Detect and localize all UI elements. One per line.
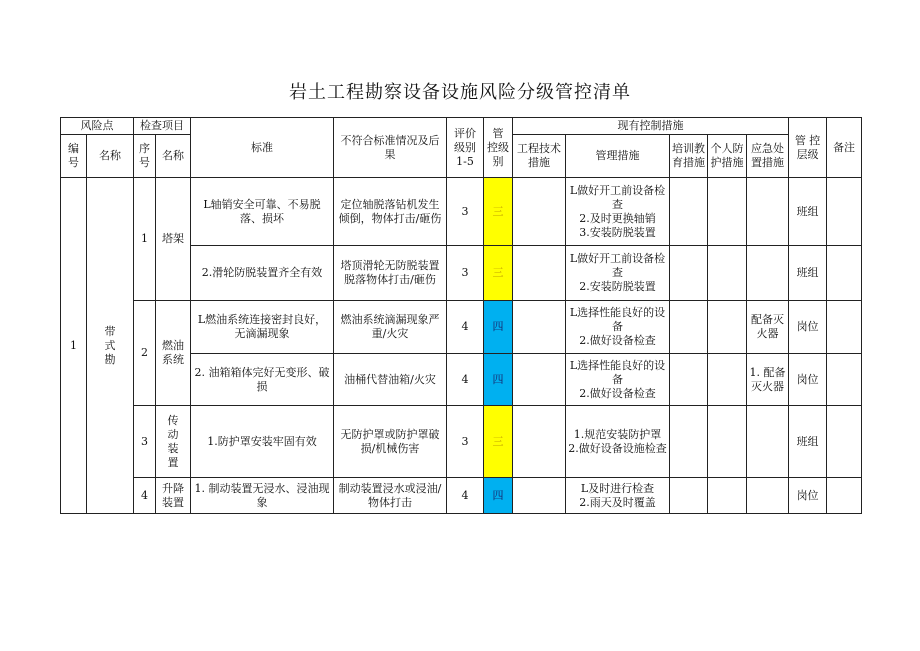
consequence-cell: 定位轴脱落钻机发生倾倒，物体打击/砸伤: [334, 178, 447, 246]
engineering-cell: [513, 178, 566, 246]
emergency-cell: [747, 246, 789, 301]
header-remarks: 备注: [827, 118, 862, 178]
header-no: 编号: [61, 135, 87, 178]
training-cell: [670, 406, 708, 478]
layer-cell: 班组: [789, 178, 827, 246]
management-cell: L做好开工前设备检查 2.安装防脱装置: [566, 246, 670, 301]
remarks-cell: [827, 301, 862, 354]
engineering-cell: [513, 406, 566, 478]
rating-cell: 4: [447, 354, 484, 406]
management-cell: L选择性能良好的设备 2.做好设备检查: [566, 354, 670, 406]
remarks-cell: [827, 178, 862, 246]
header-item-name: 名称: [156, 135, 191, 178]
layer-cell: 岗位: [789, 478, 827, 514]
training-cell: [670, 178, 708, 246]
engineering-cell: [513, 301, 566, 354]
emergency-cell: 配备灭火器: [747, 301, 789, 354]
group-name: 带式勘: [87, 178, 134, 514]
emergency-cell: [747, 406, 789, 478]
header-engineering: 工程技术措施: [513, 135, 566, 178]
control-level-badge: 三: [484, 246, 513, 301]
ppe-cell: [708, 406, 747, 478]
rating-cell: 3: [447, 178, 484, 246]
engineering-cell: [513, 354, 566, 406]
consequence-cell: 燃油系统滴漏现象严重/火灾: [334, 301, 447, 354]
management-cell: L选择性能良好的设备 2.做好设备检查: [566, 301, 670, 354]
header-rating: 评价级别 1-5: [447, 118, 484, 178]
training-cell: [670, 301, 708, 354]
management-cell: L做好开工前设备检查 2.及时更换轴销 3.安装防脱装置: [566, 178, 670, 246]
ppe-cell: [708, 178, 747, 246]
item-seq: 1: [134, 178, 156, 301]
item-name: 传动装置: [156, 406, 191, 478]
header-check-item: 检查项目: [134, 118, 191, 135]
rating-cell: 3: [447, 406, 484, 478]
consequence-cell: 无防护罩或防护罩破损/机械伤害: [334, 406, 447, 478]
header-risk-point: 风险点: [61, 118, 134, 135]
standard-cell: L燃油系统连接密封良好，无滴漏现象: [191, 301, 334, 354]
rating-cell: 3: [447, 246, 484, 301]
table-row: [61, 406, 862, 478]
risk-control-table: [60, 117, 862, 514]
header-ppe: 个人防护措施: [708, 135, 747, 178]
control-level-badge: 三: [484, 406, 513, 478]
header-name: 名称: [87, 135, 134, 178]
standard-cell: 1. 制动装置无浸水、浸油现象: [191, 478, 334, 514]
header-existing-measures: 现有控制措施: [513, 118, 789, 135]
control-level-badge: 三: [484, 178, 513, 246]
ppe-cell: [708, 478, 747, 514]
training-cell: [670, 478, 708, 514]
training-cell: [670, 354, 708, 406]
rating-cell: 4: [447, 478, 484, 514]
layer-cell: 班组: [789, 406, 827, 478]
header-standard: 标准: [191, 118, 334, 178]
standard-cell: 2. 油箱箱体完好无变形、破损: [191, 354, 334, 406]
table-row: [61, 178, 862, 246]
header-nonconformity: 不符合标准情况及后果: [334, 118, 447, 178]
page-title: 岩土工程勘察设备设施风险分级管控清单: [289, 82, 631, 103]
consequence-cell: 油桶代替油箱/火灾: [334, 354, 447, 406]
control-level-badge: 四: [484, 478, 513, 514]
ppe-cell: [708, 246, 747, 301]
remarks-cell: [827, 406, 862, 478]
item-seq: 3: [134, 406, 156, 478]
engineering-cell: [513, 246, 566, 301]
layer-cell: 岗位: [789, 301, 827, 354]
emergency-cell: [747, 178, 789, 246]
item-name: 升降装置: [156, 478, 191, 514]
management-cell: L及时进行检查 2.雨天及时覆盖: [566, 478, 670, 514]
standard-cell: 1.防护罩安装牢固有效: [191, 406, 334, 478]
standard-cell: L轴销安全可靠、不易脱落、损坏: [191, 178, 334, 246]
header-management: 管理措施: [566, 135, 670, 178]
group-no: 1: [61, 178, 87, 514]
remarks-cell: [827, 246, 862, 301]
header-training: 培训教育措施: [670, 135, 708, 178]
emergency-cell: [747, 478, 789, 514]
item-seq: 2: [134, 301, 156, 406]
emergency-cell: 1. 配备灭火器: [747, 354, 789, 406]
item-name: 燃油系统: [156, 301, 191, 406]
control-level-badge: 四: [484, 354, 513, 406]
ppe-cell: [708, 354, 747, 406]
training-cell: [670, 246, 708, 301]
control-level-badge: 四: [484, 301, 513, 354]
layer-cell: 岗位: [789, 354, 827, 406]
standard-cell: 2.滑轮防脱装置齐全有效: [191, 246, 334, 301]
management-cell: 1.规范安装防护罩 2.做好设备设施检查: [566, 406, 670, 478]
header-control-level: 管 控级别: [484, 118, 513, 178]
header-emergency: 应急处置措施: [747, 135, 789, 178]
consequence-cell: 塔顶滑轮无防脱装置脱落物体打击/砸伤: [334, 246, 447, 301]
consequence-cell: 制动装置浸水或浸油/物体打击: [334, 478, 447, 514]
item-name: 塔架: [156, 178, 191, 301]
header-control-layer: 管 控层级: [789, 118, 827, 178]
table-row: [61, 301, 862, 354]
remarks-cell: [827, 478, 862, 514]
ppe-cell: [708, 301, 747, 354]
item-seq: 4: [134, 478, 156, 514]
header-seq: 序号: [134, 135, 156, 178]
engineering-cell: [513, 478, 566, 514]
layer-cell: 班组: [789, 246, 827, 301]
remarks-cell: [827, 354, 862, 406]
rating-cell: 4: [447, 301, 484, 354]
table-row: [61, 478, 862, 514]
